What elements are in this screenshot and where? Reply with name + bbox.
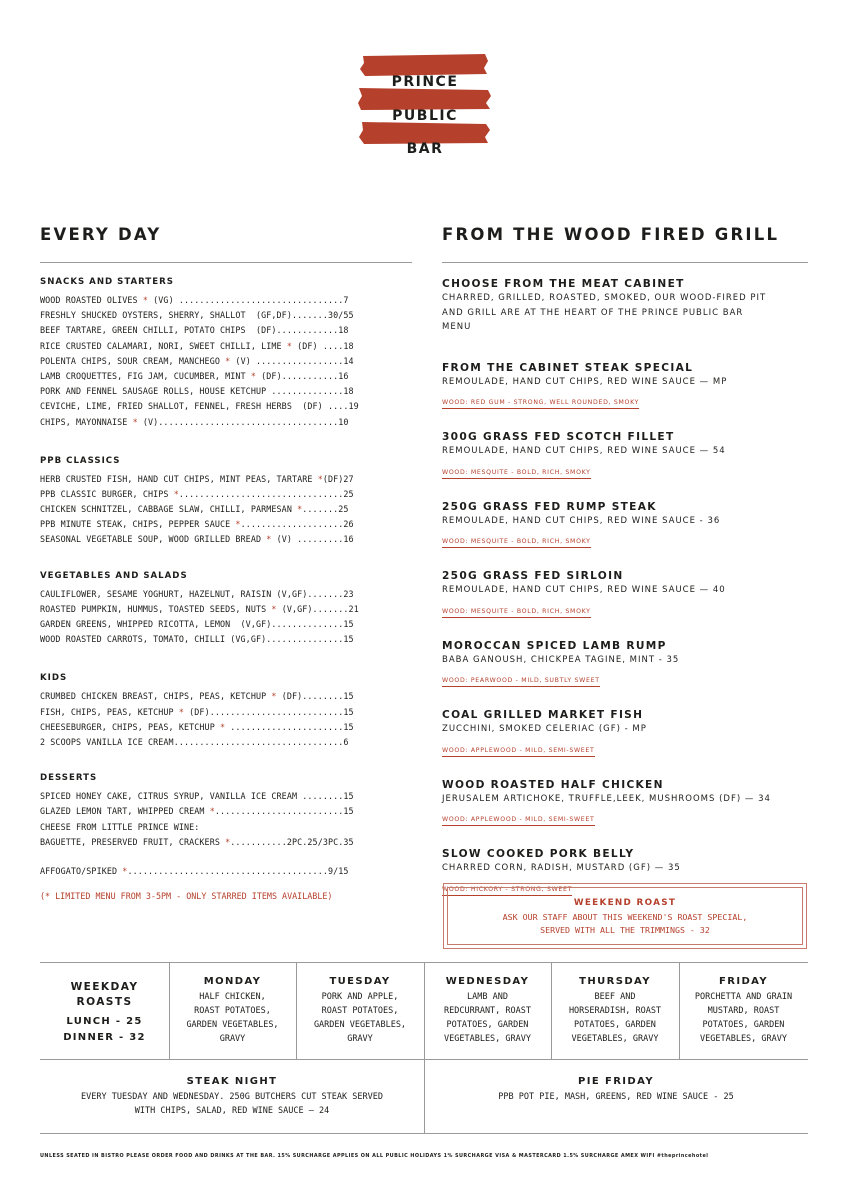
menu-item: PPB MINUTE STEAK, CHIPS, PEPPER SAUCE *....................26 (40, 519, 354, 530)
menu-item: 2 SCOOPS VANILLA ICE CREAM.................................6 (40, 736, 349, 747)
day-roast-text: PORK AND APPLE, ROAST POTATOES, GARDEN VEGETABLES, GRAVY (313, 992, 407, 1044)
grill-item-description: REMOULADE, HAND CUT CHIPS, RED WINE SAUCE — 40 (442, 585, 726, 595)
steak-night-title: STEAK NIGHT (186, 1076, 278, 1087)
grill-item-description: ZUCCHINI, SMOKED CELERIAC (GF) - MP (442, 724, 647, 734)
menu-item: CHIPS, MAYONNAISE * (V)...................................10 (40, 416, 349, 427)
menu-item: SEASONAL VEGETABLE SOUP, WOOD GRILLED BREAD * (V) .........16 (40, 534, 354, 545)
menu-item: HERB CRUSTED FISH, HAND CUT CHIPS, MINT PEAS, TARTARE *(DF)27 (40, 473, 354, 484)
menu-item: WOOD ROASTED OLIVES * (VG) ................................7 (40, 295, 349, 305)
pie-friday-text: PPB POT PIE, MASH, GREENS, RED WINE SAUCE - 25 (498, 1092, 734, 1102)
weekend-roast-box (443, 883, 807, 949)
wood-type-label: WOOD: MESQUITE - BOLD, RICH, SMOKY (442, 468, 591, 479)
weekend-roast-text: ASK OUR STAFF ABOUT THIS WEEKEND'S ROAST SPECIAL, SERVED WITH ALL THE TRIMMINGS - 32 (502, 912, 748, 935)
grill-item (442, 277, 808, 335)
weekend-roast-title: WEEKEND ROAST (573, 898, 677, 908)
day-name: MONDAY (203, 976, 262, 987)
logo (357, 52, 493, 156)
menu-item: GLAZED LEMON TART, WHIPPED CREAM *.........................15 (40, 806, 354, 817)
right-heading-rule (442, 262, 808, 263)
grill-item-title: MOROCCAN SPICED LAMB RUMP (442, 639, 667, 652)
wood-type-label: WOOD: RED GUM - STRONG, WELL ROUNDED, SMOKY (442, 398, 639, 409)
limited-menu-note: (* LIMITED MENU FROM 3-5PM - ONLY STARRED ITEMS AVAILABLE) (40, 891, 333, 902)
grill-item-description: JERUSALEM ARTICHOKE, TRUFFLE,LEEK, MUSHROOMS (DF) — 34 (442, 793, 771, 804)
menu-item: POLENTA CHIPS, SOUR CREAM, MANCHEGO * (V) .................14 (40, 355, 354, 366)
steak-night-text: EVERY TUESDAY AND WEDNESDAY. 250G BUTCHERS CUT STEAK SERVED WITH CHIPS, SALAD, RED WINE SAUCE — 24 (81, 1092, 383, 1116)
day-roast-text: PORCHETTA AND GRAIN MUSTARD, ROAST POTATOES, GARDEN VEGETABLES, GRAVY (694, 992, 793, 1044)
steak-night-cell (40, 1075, 424, 1118)
grill-item (442, 430, 808, 479)
day-cell-friday (679, 975, 808, 1046)
day-name: TUESDAY (329, 976, 391, 987)
menu-item: LAMB CROQUETTES, FIG JAM, CUCUMBER, MINT * (DF)...........16 (40, 370, 349, 381)
weekday-roasts-title: WEEKDAY ROASTS (70, 981, 139, 1008)
grill-item-title: FROM THE CABINET STEAK SPECIAL (442, 361, 694, 374)
wood-fired-grill-heading: FROM THE WOOD FIRED GRILL (442, 225, 780, 244)
grill-item (442, 569, 808, 618)
logo-line-prince: PRINCE (391, 74, 459, 90)
menu-item: PPB CLASSIC BURGER, CHIPS *................................25 (40, 488, 354, 499)
grill-item-title: 250G GRASS FED SIRLOIN (442, 570, 624, 582)
grill-item-title: 250G GRASS FED RUMP STEAK (442, 500, 657, 513)
day-roast-text: BEEF AND HORSERADISH, ROAST POTATOES, GARDEN VEGETABLES, GRAVY (568, 992, 662, 1044)
menu-item: CRUMBED CHICKEN BREAST, CHIPS, PEAS, KETCHUP * (DF)........15 (40, 691, 354, 702)
grill-item (442, 500, 808, 549)
section-title-desserts: DESSERTS (40, 773, 98, 784)
left-heading-rule (40, 262, 412, 263)
day-roast-text: HALF CHICKEN, ROAST POTATOES, GARDEN VEGETABLES, GRAVY (186, 992, 279, 1044)
logo-line-public: PUBLIC (392, 108, 458, 124)
weekday-lunch-price: LUNCH - 25 (66, 1016, 143, 1027)
menu-item: ROASTED PUMPKIN, HUMMUS, TOASTED SEEDS, NUTS * (V,GF).......21 (40, 603, 359, 614)
day-cell-thursday (551, 975, 679, 1046)
section-title-ppb-classics: PPB CLASSICS (40, 455, 121, 466)
grill-item-title: CHOOSE FROM THE MEAT CABINET (442, 278, 685, 290)
menu-item: PORK AND FENNEL SAUSAGE ROLLS, HOUSE KETCHUP ..............18 (40, 386, 354, 397)
menu-item: SPICED HONEY CAKE, CITRUS SYRUP, VANILLA ICE CREAM ........15 (40, 791, 354, 802)
menu-item: CAULIFLOWER, SESAME YOGHURT, HAZELNUT, RAISIN (V,GF).......23 (40, 588, 354, 599)
menu-item: CEVICHE, LIME, FRIED SHALLOT, FENNEL, FRESH HERBS (DF) ....19 (40, 401, 359, 412)
day-roast-text: LAMB AND REDCURRANT, ROAST POTATOES, GARDEN VEGETABLES, GRAVY (444, 992, 531, 1044)
grill-item-description: BABA GANOUSH, CHICKPEA TAGINE, MINT - 35 (442, 654, 680, 665)
grill-item (442, 639, 808, 688)
wood-type-label: WOOD: APPLEWOOD - MILD, SEMI-SWEET (442, 815, 595, 826)
grill-item-description: REMOULADE, HAND CUT CHIPS, RED WINE SAUCE — MP (442, 376, 728, 387)
menu-item: AFFOGATO/SPIKED *.......................................9/15 (40, 865, 349, 876)
weekday-dinner-price: DINNER - 32 (63, 1031, 146, 1043)
grill-item-title: 300G GRASS FED SCOTCH FILLET (442, 431, 675, 443)
grill-item-description: REMOULADE, HAND CUT CHIPS, RED WINE SAUCE — 54 (442, 446, 726, 456)
grill-item-description: CHARRED CORN, RADISH, MUSTARD (GF) — 35 (442, 863, 681, 873)
day-cell-tuesday (296, 975, 424, 1046)
menu-item: GARDEN GREENS, WHIPPED RICOTTA, LEMON (V,GF)..............15 (40, 619, 354, 629)
menu-spacer (40, 850, 412, 864)
wood-type-label: WOOD: MESQUITE - BOLD, RICH, SMOKY (442, 537, 591, 548)
section-title-vegetables: VEGETABLES AND SALADS (40, 570, 188, 581)
grill-item-title: COAL GRILLED MARKET FISH (442, 709, 644, 721)
grill-item-title: SLOW COOKED PORK BELLY (442, 848, 635, 860)
wood-type-label: WOOD: MESQUITE - BOLD, RICH, SMOKY (442, 607, 591, 618)
menu-item: CHEESE FROM LITTLE PRINCE WINE: (40, 821, 200, 832)
weekly-specials-grid (40, 962, 808, 1134)
menu-item: BEEF TARTARE, GREEN CHILLI, POTATO CHIPS (DF)............18 (40, 325, 349, 336)
wood-type-label: WOOD: APPLEWOOD - MILD, SEMI-SWEET (442, 746, 595, 757)
day-cell-monday (169, 975, 296, 1046)
wood-type-label: WOOD: HICKORY - STRONG, SWEET (442, 885, 572, 896)
day-name: THURSDAY (579, 976, 651, 987)
pie-friday-cell (424, 1075, 808, 1104)
section-title-kids: KIDS (40, 673, 68, 684)
menu-item: RICE CRUSTED CALAMARI, NORI, SWEET CHILLI, LIME * (DF) ....18 (40, 340, 354, 351)
grill-menu (442, 277, 808, 917)
day-name: WEDNESDAY (445, 976, 530, 987)
menu-item: CHICKEN SCHNITZEL, CABBAGE SLAW, CHILLI, PARMESAN *.......25 (40, 504, 349, 515)
section-title-snacks: SNACKS AND STARTERS (40, 277, 174, 287)
footer-notice: UNLESS SEATED IN BISTRO PLEASE ORDER FOOD AND DRINKS AT THE BAR. 15% SURCHARGE APPLIES ON ALL PUBLIC HOLIDAYS 1% SURCHARGE VISA & MASTERCARD 1.5% SURCHARGE AMEX WIFI #theprincehotel (40, 1153, 709, 1159)
grill-item (442, 708, 808, 757)
weekday-roasts-cell (40, 980, 169, 1045)
pie-friday-title: PIE FRIDAY (578, 1076, 654, 1087)
every-day-heading: EVERY DAY (40, 225, 162, 244)
wood-type-label: WOOD: PEARWOOD - MILD, SUBTLY SWEET (442, 676, 600, 687)
grill-item (442, 778, 808, 827)
day-name: FRIDAY (719, 976, 768, 987)
grill-item-description: REMOULADE, HAND CUT CHIPS, RED WINE SAUCE - 36 (442, 515, 721, 526)
grill-item-description: CHARRED, GRILLED, ROASTED, SMOKED, OUR WOOD-FIRED PIT AND GRILL ARE AT THE HEART OF THE PRINCE PUBLIC BAR MENU (442, 293, 767, 332)
menu-item: FISH, CHIPS, PEAS, KETCHUP * (DF)..........................15 (40, 706, 354, 717)
menu-item: CHEESEBURGER, CHIPS, PEAS, KETCHUP * ......................15 (40, 721, 354, 732)
grill-item-title: WOOD ROASTED HALF CHICKEN (442, 778, 664, 791)
every-day-menu (40, 277, 412, 904)
grill-item (442, 361, 808, 410)
logo-line-bar: BAR (406, 141, 444, 157)
menu-item: WOOD ROASTED CARROTS, TOMATO, CHILLI (VG,GF)...............15 (40, 634, 354, 645)
menu-item: FRESHLY SHUCKED OYSTERS, SHERRY, SHALLOT (GF,DF).......30/55 (40, 310, 354, 321)
menu-item: BAGUETTE, PRESERVED FRUIT, CRACKERS *...........2PC.25/3PC.35 (40, 836, 354, 847)
day-cell-wednesday (424, 975, 551, 1046)
